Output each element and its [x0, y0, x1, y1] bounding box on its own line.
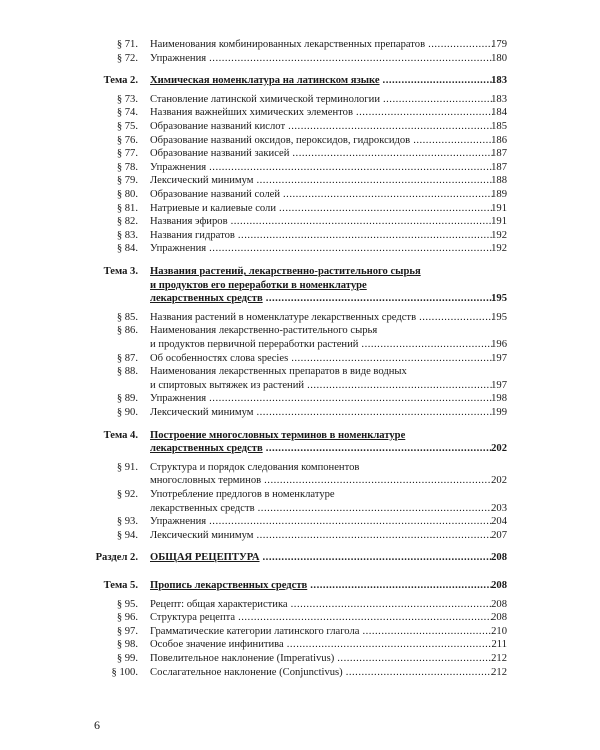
toc-entry[interactable]: [0, 406, 600, 420]
toc-title-line: Натриевые и калиевые соли: [150, 202, 277, 214]
toc-title-line: Лексический минимум: [150, 529, 254, 541]
toc-title-line: лекарственных средств: [150, 443, 263, 455]
toc-number: Раздел 2.: [95, 552, 138, 564]
leader-dots: [291, 598, 493, 612]
toc-title-line: лекарственных средств: [150, 293, 263, 305]
toc-title-line: Лексический минимум: [150, 407, 254, 418]
toc-number: § 93.: [116, 516, 138, 528]
toc-entry[interactable]: [0, 174, 600, 188]
page-number: 6: [94, 718, 100, 732]
toc-page-number: 197: [491, 352, 507, 364]
toc-heading[interactable]: [0, 74, 600, 88]
leader-dots: [231, 215, 493, 229]
toc-heading[interactable]: [0, 265, 600, 306]
toc-page-number: 197: [491, 379, 507, 391]
toc-entry[interactable]: [0, 515, 600, 529]
toc-number: § 94.: [116, 529, 138, 541]
toc-page-number: 183: [491, 93, 507, 105]
toc-page-number: 186: [491, 134, 507, 146]
toc-title-line: Структура и порядок следования компонентов: [150, 461, 360, 473]
toc-title-line: и продуктов его переработки в номенклатуре: [150, 279, 367, 291]
toc-title-line: Повелительное наклонение (Imperativus): [150, 653, 335, 664]
toc-title-line: и продуктов первичной переработки растений: [150, 338, 359, 350]
toc-title-line: Упражнения: [150, 393, 207, 405]
toc-entry[interactable]: [0, 324, 600, 351]
toc-title-line: Структура рецепта: [150, 612, 236, 624]
toc-number: § 72.: [116, 52, 138, 64]
toc-entry[interactable]: [0, 598, 600, 612]
toc-number: § 85.: [116, 311, 138, 323]
toc-number: § 82.: [116, 216, 138, 228]
toc-number: § 96.: [116, 612, 138, 624]
toc-title-line: Сослагательное наклонение (Conjunctivus): [150, 666, 343, 678]
toc-title-line: Особое значение инфинитива: [150, 639, 284, 651]
toc-entry[interactable]: [0, 188, 600, 202]
leader-dots: [264, 474, 493, 488]
toc-number: § 97.: [116, 625, 138, 637]
toc-page-number: 188: [491, 175, 507, 187]
leader-dots: [258, 502, 493, 516]
leader-dots: [256, 529, 493, 543]
leader-dots: [209, 242, 493, 256]
leader-dots: [266, 442, 493, 456]
toc-entry[interactable]: [0, 52, 600, 66]
toc-entry[interactable]: [0, 106, 600, 120]
toc-page-number: 180: [491, 52, 507, 64]
leader-dots: [209, 392, 493, 406]
leader-dots: [209, 515, 493, 529]
toc-number: § 87.: [116, 352, 138, 364]
leader-dots: [356, 106, 493, 120]
toc-title-line: Рецепт: общая характеристика: [150, 598, 288, 610]
toc-page-number: 195: [491, 311, 507, 323]
toc-number: § 100.: [111, 666, 138, 678]
toc-page-number: 208: [491, 612, 507, 624]
leader-dots: [287, 638, 493, 652]
toc-entry[interactable]: [0, 202, 600, 216]
toc-number: § 98.: [116, 639, 138, 651]
toc-number: § 73.: [116, 93, 138, 105]
toc-page-number: 187: [491, 161, 507, 173]
leader-dots: [263, 551, 493, 565]
leader-dots: [361, 338, 493, 352]
toc-title-line: лекарственных средств: [150, 502, 255, 514]
toc-title-line: Наименования лекарственно-растительного сырья: [150, 325, 378, 337]
toc-title-line: Образование названий солей: [150, 189, 281, 200]
leader-dots: [362, 625, 493, 639]
toc-page-number: 192: [491, 243, 507, 255]
toc-number: § 92.: [116, 489, 138, 500]
leader-dots: [307, 379, 493, 393]
toc-title-line: Названия эфиров: [150, 216, 228, 228]
toc-title-line: Упражнения: [150, 243, 207, 255]
toc-entry[interactable]: [0, 352, 600, 366]
toc-page-number: 203: [491, 502, 507, 514]
toc-number: § 88.: [116, 366, 138, 378]
toc-page-number: 189: [491, 189, 507, 200]
toc-entry[interactable]: [0, 215, 600, 229]
toc-page-number: 212: [491, 653, 507, 664]
toc-page-number: 179: [491, 39, 507, 50]
toc-entry[interactable]: [0, 93, 600, 107]
toc-entry[interactable]: [0, 134, 600, 148]
leader-dots: [279, 202, 493, 216]
toc-number: § 77.: [116, 148, 138, 160]
toc-entry[interactable]: [0, 652, 600, 666]
toc-title-line: Названия важнейших химических элементов: [150, 107, 353, 119]
leader-dots: [283, 188, 493, 202]
toc-entry[interactable]: [0, 625, 600, 639]
toc-number: § 78.: [116, 161, 138, 173]
toc-page-number: 208: [491, 552, 507, 564]
leader-dots: [256, 406, 493, 420]
toc-entry[interactable]: [0, 529, 600, 543]
toc-entry[interactable]: [0, 488, 600, 515]
toc-page-number: 187: [491, 148, 507, 160]
toc-entry[interactable]: [0, 392, 600, 406]
toc-page-number: 208: [491, 580, 507, 591]
toc-number: § 84.: [116, 243, 138, 255]
toc-page-number: 185: [491, 121, 507, 132]
toc-page-number: 204: [491, 516, 507, 528]
toc-title-line: Наименования комбинированных лекарственных препаратов: [150, 39, 426, 50]
toc-number: § 83.: [116, 229, 138, 241]
toc-entry[interactable]: [0, 120, 600, 134]
toc-title-line: Употребление предлогов в номенклатуре: [150, 489, 335, 500]
toc-number: § 71.: [116, 39, 138, 50]
leader-dots: [266, 292, 493, 306]
toc-number: § 86.: [116, 325, 138, 337]
toc-entry[interactable]: [0, 38, 600, 52]
leader-dots: [256, 174, 493, 188]
toc-title-line: Названия растений в номенклатуре лекарственных средств: [150, 311, 417, 323]
toc-entry[interactable]: [0, 666, 600, 680]
toc-page-number: 196: [491, 338, 507, 350]
toc-number: § 90.: [116, 407, 138, 418]
toc-number: § 79.: [116, 175, 138, 187]
leader-dots: [209, 161, 493, 175]
toc-title-line: Названия растений, лекарственно-растительного сырья: [150, 266, 421, 277]
leader-dots: [292, 147, 493, 161]
toc-page-number: 191: [491, 202, 507, 214]
toc-number: § 75.: [116, 121, 138, 132]
toc-number: § 95.: [116, 598, 138, 610]
toc-number: § 74.: [116, 107, 138, 119]
toc-page-number: 183: [491, 75, 507, 87]
toc-number: Тема 2.: [103, 75, 138, 87]
toc-number: § 99.: [116, 653, 138, 664]
toc-number: Тема 4.: [103, 429, 138, 441]
toc-entry[interactable]: [0, 242, 600, 256]
toc-page-number: 202: [491, 475, 507, 487]
toc-page-number: 212: [491, 666, 507, 678]
toc-page-number: 202: [491, 443, 507, 455]
toc-number: § 80.: [116, 189, 138, 200]
toc-title-line: Пропись лекарственных средств: [150, 580, 308, 591]
toc-title-line: Лексический минимум: [150, 175, 254, 187]
toc-page-number: 199: [491, 407, 507, 418]
leader-dots: [310, 579, 493, 593]
toc-title-line: Наименования лекарственных препаратов в виде водных: [150, 366, 407, 378]
toc-title-line: Построение многословных терминов в номенклатуре: [150, 429, 406, 441]
toc-number: § 81.: [116, 202, 138, 214]
toc-title-line: Об особенностях слова species: [150, 352, 289, 364]
toc-entry[interactable]: [0, 638, 600, 652]
toc-entry[interactable]: [0, 611, 600, 625]
toc-page-number: 195: [491, 293, 507, 305]
leader-dots: [291, 352, 493, 366]
toc-page-number: 208: [491, 598, 507, 610]
toc-page-number: 198: [491, 393, 507, 405]
toc-title-line: Образование названий оксидов, пероксидов, гидроксидов: [150, 134, 411, 146]
toc-title-line: ОБЩАЯ РЕЦЕПТУРА: [150, 552, 260, 564]
toc-title-line: Становление латинской химической терминологии: [150, 93, 380, 105]
toc-title-line: Грамматические категории латинского глагола: [150, 625, 360, 637]
leader-dots: [209, 52, 493, 66]
toc-title-line: многословных терминов: [150, 475, 262, 487]
toc-title-line: Упражнения: [150, 52, 207, 64]
toc-page-number: 184: [491, 107, 507, 119]
toc-heading[interactable]: [0, 429, 600, 456]
toc-number: Тема 5.: [103, 580, 138, 591]
toc-number: § 91.: [116, 461, 138, 473]
toc-title-line: Образование названий закисей: [150, 148, 290, 160]
toc-number: Тема 3.: [103, 266, 138, 277]
toc-title-line: Химическая номенклатура на латинском языке: [150, 75, 380, 87]
toc-heading[interactable]: [0, 551, 600, 565]
toc-entry[interactable]: [0, 229, 600, 243]
leader-dots: [238, 229, 493, 243]
toc-entry[interactable]: [0, 365, 600, 392]
toc-page-number: 211: [491, 639, 507, 651]
toc-page-number: 191: [491, 216, 507, 228]
toc-number: § 89.: [116, 393, 138, 405]
toc-title-line: Названия гидратов: [150, 229, 235, 241]
toc-heading[interactable]: [0, 579, 600, 593]
toc-entry[interactable]: [0, 147, 600, 161]
toc-number: § 76.: [116, 134, 138, 146]
leader-dots: [288, 120, 493, 134]
toc-entry[interactable]: [0, 161, 600, 175]
toc-title-line: и спиртовых вытяжек из растений: [150, 379, 305, 391]
toc-page-number: 210: [491, 625, 507, 637]
toc-page-number: 192: [491, 229, 507, 241]
toc-title-line: Упражнения: [150, 516, 207, 528]
leader-dots: [238, 611, 493, 625]
leader-dots: [337, 652, 493, 666]
toc-title-line: Образование названий кислот: [150, 121, 286, 132]
toc-title-line: Упражнения: [150, 161, 207, 173]
toc-entry[interactable]: [0, 311, 600, 325]
toc-entry[interactable]: [0, 461, 600, 488]
toc-page-number: 207: [491, 529, 507, 541]
leader-dots: [346, 666, 493, 680]
